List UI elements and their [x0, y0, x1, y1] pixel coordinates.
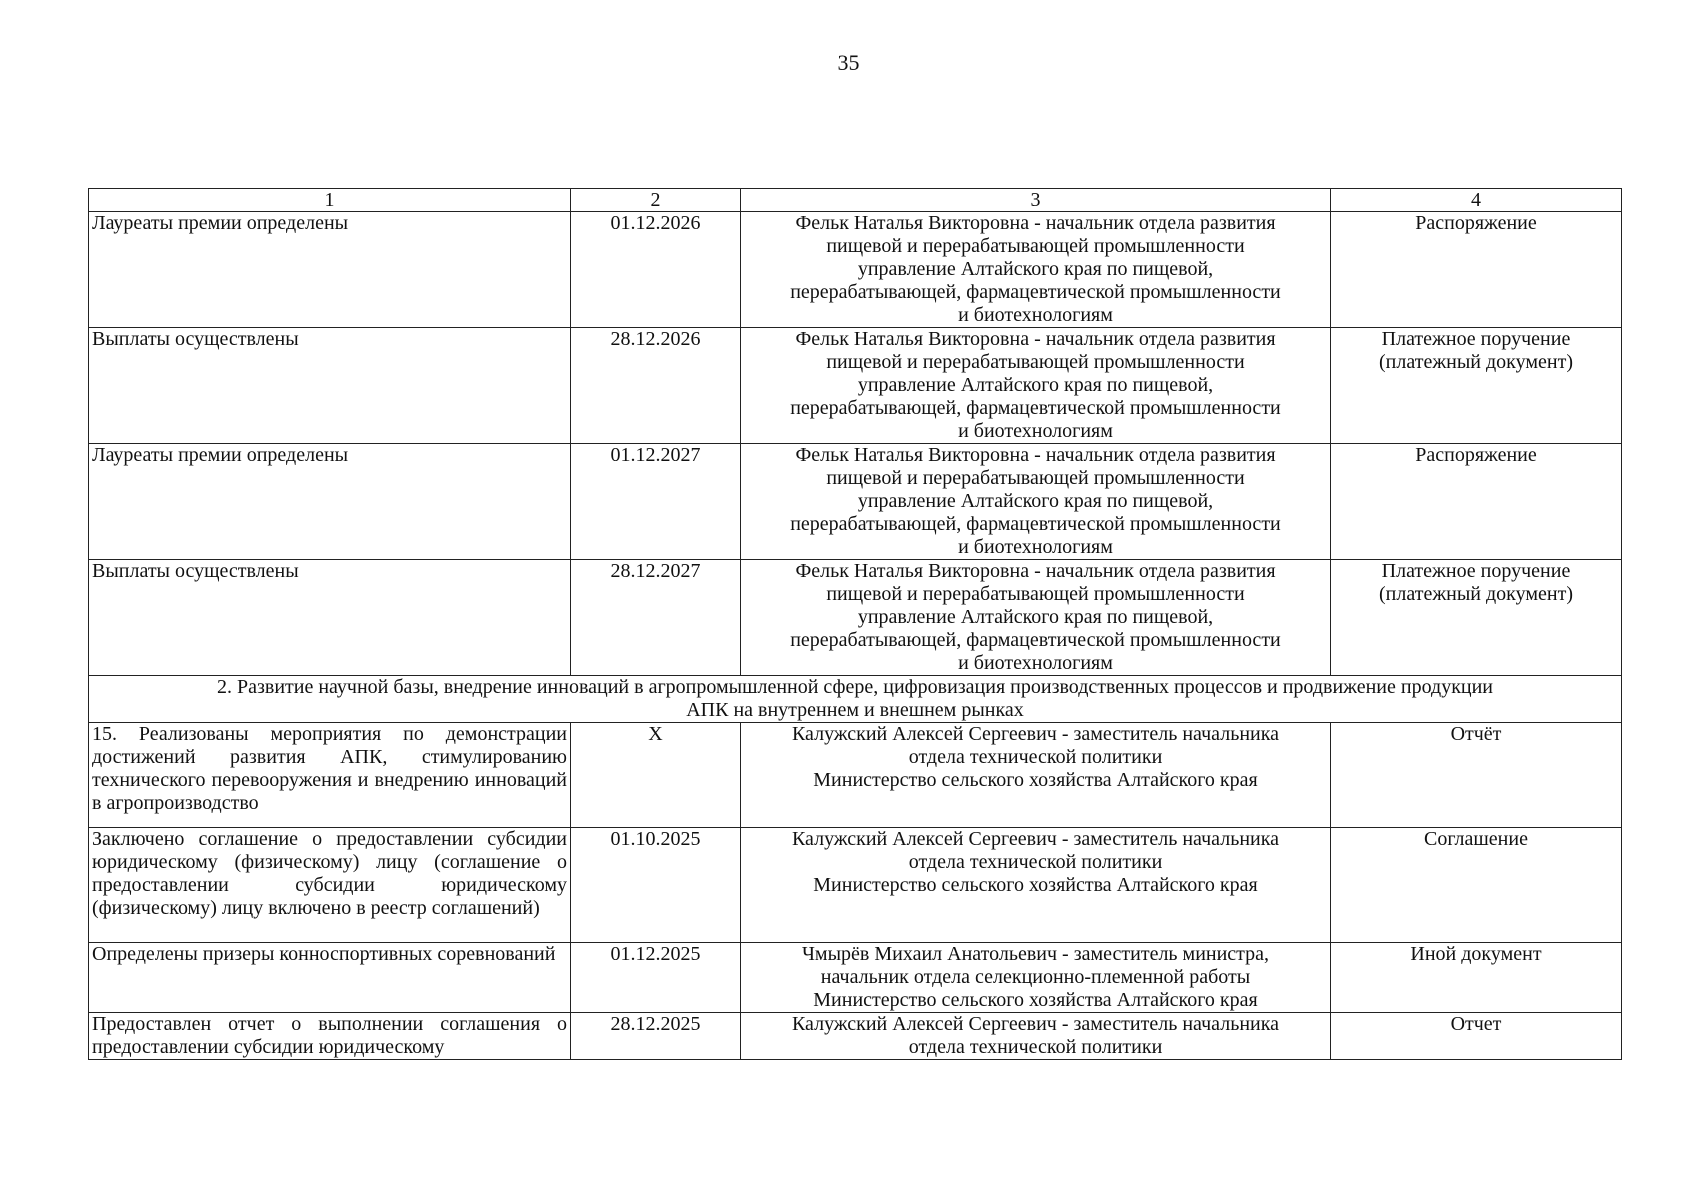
document-type-line: (платежный документ) [1379, 351, 1573, 373]
section-title-line: АПК на внутреннем и внешнем рынках [686, 699, 1024, 721]
responsible-cell [741, 1013, 1331, 1060]
responsible-line: начальник отдела селекционно-племенной работы [820, 966, 1251, 988]
document-type-cell [1331, 723, 1622, 828]
page-number: 35 [837, 50, 860, 75]
responsible-line: управление Алтайского края по пищевой, [857, 606, 1214, 628]
responsible-line: перерабатывающей, фармацевтической промышленности [790, 513, 1281, 535]
responsible-cell [741, 444, 1331, 560]
column-number-2: 2 [571, 189, 741, 212]
responsible-line: и биотехнологиям [958, 420, 1113, 442]
result-cell: Выплаты осуществлены [89, 560, 571, 676]
responsible-line: пищевой и перерабатывающей промышленности [826, 235, 1245, 257]
document-type-line: Распоряжение [1415, 444, 1537, 466]
responsible-line: Фельк Наталья Викторовна - начальник отдела развития [795, 212, 1276, 234]
responsible-line: отдела технической политики [908, 746, 1163, 768]
column-number-1: 1 [89, 189, 571, 212]
column-header-row [89, 189, 1622, 212]
table-row [89, 723, 1622, 828]
responsible-line: управление Алтайского края по пищевой, [857, 374, 1214, 396]
table-row [89, 1013, 1622, 1060]
responsible-line: отдела технической политики [908, 851, 1163, 873]
result-cell: Предоставлен отчет о выполнении соглашения о предоставлении субсидии юридическому [89, 1013, 571, 1060]
table-row [89, 444, 1622, 560]
responsible-line: Калужский Алексей Сергеевич - заместитель начальника [791, 723, 1280, 745]
result-cell: Лауреаты премии определены [89, 444, 571, 560]
column-number-3: 3 [741, 189, 1331, 212]
responsible-line: и биотехнологиям [958, 652, 1113, 674]
responsible-cell [741, 212, 1331, 328]
table-row [89, 943, 1622, 1013]
responsible-line: и биотехнологиям [958, 304, 1113, 326]
table-row [89, 828, 1622, 943]
document-type-line: Отчет [1450, 1013, 1502, 1035]
responsible-cell [741, 943, 1331, 1013]
document-type-line: Иной документ [1410, 943, 1542, 965]
responsible-line: отдела технической политики [908, 1036, 1163, 1058]
date-cell: 01.12.2027 [571, 444, 741, 560]
responsible-cell [741, 723, 1331, 828]
responsible-cell [741, 328, 1331, 444]
responsible-line: Министерство сельского хозяйства Алтайского края [813, 874, 1258, 896]
result-cell: Определены призеры конноспортивных соревнований [89, 943, 571, 1013]
column-number-4: 4 [1331, 189, 1622, 212]
responsible-line: Фельк Наталья Викторовна - начальник отдела развития [795, 328, 1276, 350]
responsible-line: Министерство сельского хозяйства Алтайского края [813, 769, 1258, 791]
responsible-cell [741, 560, 1331, 676]
document-type-line: Платежное поручение [1381, 560, 1571, 582]
responsible-line: Фельк Наталья Викторовна - начальник отдела развития [795, 444, 1276, 466]
section-title [89, 676, 1622, 723]
responsible-line: перерабатывающей, фармацевтической промышленности [790, 397, 1281, 419]
document-type-cell [1331, 212, 1622, 328]
responsible-line: и биотехнологиям [958, 536, 1113, 558]
responsible-line: пищевой и перерабатывающей промышленности [826, 583, 1245, 605]
document-type-line: Отчёт [1450, 723, 1502, 745]
date-cell: 28.12.2027 [571, 560, 741, 676]
date-cell: X [571, 723, 741, 828]
document-type-cell [1331, 1013, 1622, 1060]
result-cell: Заключено соглашение о предоставлении субсидии юридическому (физическому) лицу (соглашение о предоставлении субсидии юридическому (физическому) лицу включено в реестр соглашений) [89, 828, 571, 943]
document-type-cell [1331, 943, 1622, 1013]
responsible-line: пищевой и перерабатывающей промышленности [826, 467, 1245, 489]
document-type-cell [1331, 828, 1622, 943]
responsible-line: Министерство сельского хозяйства Алтайского края [813, 989, 1258, 1011]
responsible-line: перерабатывающей, фармацевтической промышленности [790, 281, 1281, 303]
responsible-line: управление Алтайского края по пищевой, [857, 490, 1214, 512]
date-cell: 28.12.2026 [571, 328, 741, 444]
responsible-line: Калужский Алексей Сергеевич - заместитель начальника [791, 1013, 1280, 1035]
responsible-line: управление Алтайского края по пищевой, [857, 258, 1214, 280]
document-type-line: Соглашение [1424, 828, 1528, 850]
document-type-line: (платежный документ) [1379, 583, 1573, 605]
document-type-cell [1331, 560, 1622, 676]
document-type-line: Платежное поручение [1381, 328, 1571, 350]
responsible-line: Калужский Алексей Сергеевич - заместитель начальника [791, 828, 1280, 850]
document-type-cell [1331, 444, 1622, 560]
section-header-row [89, 676, 1622, 723]
date-cell: 28.12.2025 [571, 1013, 741, 1060]
result-cell: Выплаты осуществлены [89, 328, 571, 444]
responsible-cell [741, 828, 1331, 943]
document-table [88, 188, 1622, 1060]
responsible-line: Фельк Наталья Викторовна - начальник отдела развития [795, 560, 1276, 582]
document-type-cell [1331, 328, 1622, 444]
table-row [89, 560, 1622, 676]
result-cell: Лауреаты премии определены [89, 212, 571, 328]
responsible-line: перерабатывающей, фармацевтической промышленности [790, 629, 1281, 651]
responsible-line: Чмырёв Михаил Анатольевич - заместитель министра, [801, 943, 1270, 965]
result-cell: 15. Реализованы мероприятия по демонстрации достижений развития АПК, стимулированию технического перевооружения и внедрению инноваций в агропроизводство [89, 723, 571, 828]
table-row [89, 212, 1622, 328]
section-title-line: 2. Развитие научной базы, внедрение инноваций в агропромышленной сфере, цифровизация производственных процессов и продвижение продукции [216, 676, 1494, 698]
date-cell: 01.12.2026 [571, 212, 741, 328]
responsible-line: пищевой и перерабатывающей промышленности [826, 351, 1245, 373]
date-cell: 01.12.2025 [571, 943, 741, 1013]
table-row [89, 328, 1622, 444]
date-cell: 01.10.2025 [571, 828, 741, 943]
document-type-line: Распоряжение [1415, 212, 1537, 234]
